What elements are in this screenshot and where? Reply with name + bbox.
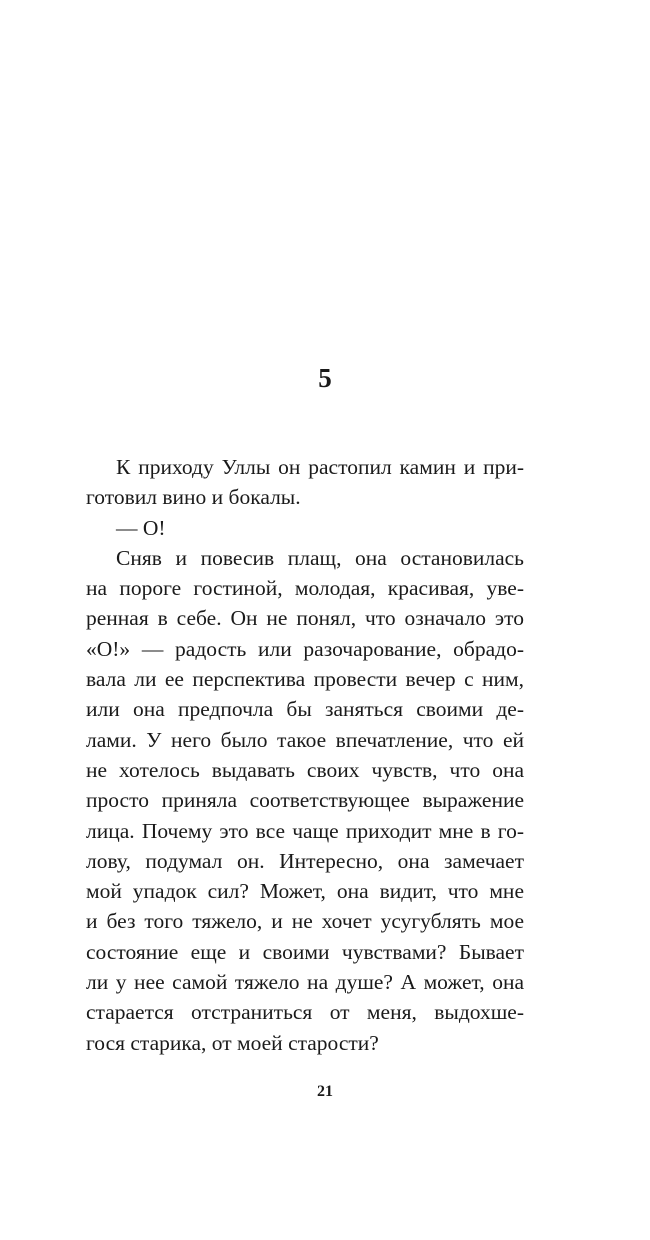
page-number: 21 (317, 1083, 333, 1100)
text-line: ренная в себе. Он не понял, что означало это (86, 606, 524, 631)
text-line: Сняв и повесив плащ, она остановилась (116, 545, 524, 570)
text-line: или она предпочла бы заняться своими де- (86, 697, 524, 722)
text-line: вала ли ее перспектива провести вечер с ним, (86, 667, 524, 692)
text-line: лица. Почему это все чаще приходит мне в го- (86, 818, 524, 843)
text-line: не хотелось выдавать своих чувств, что она (86, 757, 524, 782)
text-line: лами. У него было такое впечатление, что ей (86, 727, 524, 752)
text-line: гося старика, от моей старости? (86, 1030, 379, 1055)
text-line: «О!» — радость или разочарование, обрадо- (86, 636, 524, 661)
text-line: просто приняла соответствующее выражение (86, 788, 524, 813)
text-line: лову, подумал он. Интересно, она замечает (86, 848, 524, 873)
text-line: на пороге гостиной, молодая, красивая, уве- (86, 576, 524, 601)
text-line: и без того тяжело, и не хочет усугублять мое (86, 909, 524, 934)
text-line: готовил вино и бокалы. (86, 485, 301, 510)
text-line: ли у нее самой тяжело на душе? А может, она (86, 970, 524, 995)
text-line: К приходу Уллы он растопил камин и при- (116, 455, 524, 479)
text-line: состояние еще и своими чувствами? Бывает (86, 939, 524, 964)
chapter-number: 5 (318, 363, 332, 393)
text-line: — О! (116, 515, 166, 540)
text-line: мой упадок сил? Может, она видит, что мне (86, 879, 524, 904)
body-text (86, 452, 524, 1058)
text-line: старается отстраниться от меня, выдохше- (86, 1000, 524, 1025)
